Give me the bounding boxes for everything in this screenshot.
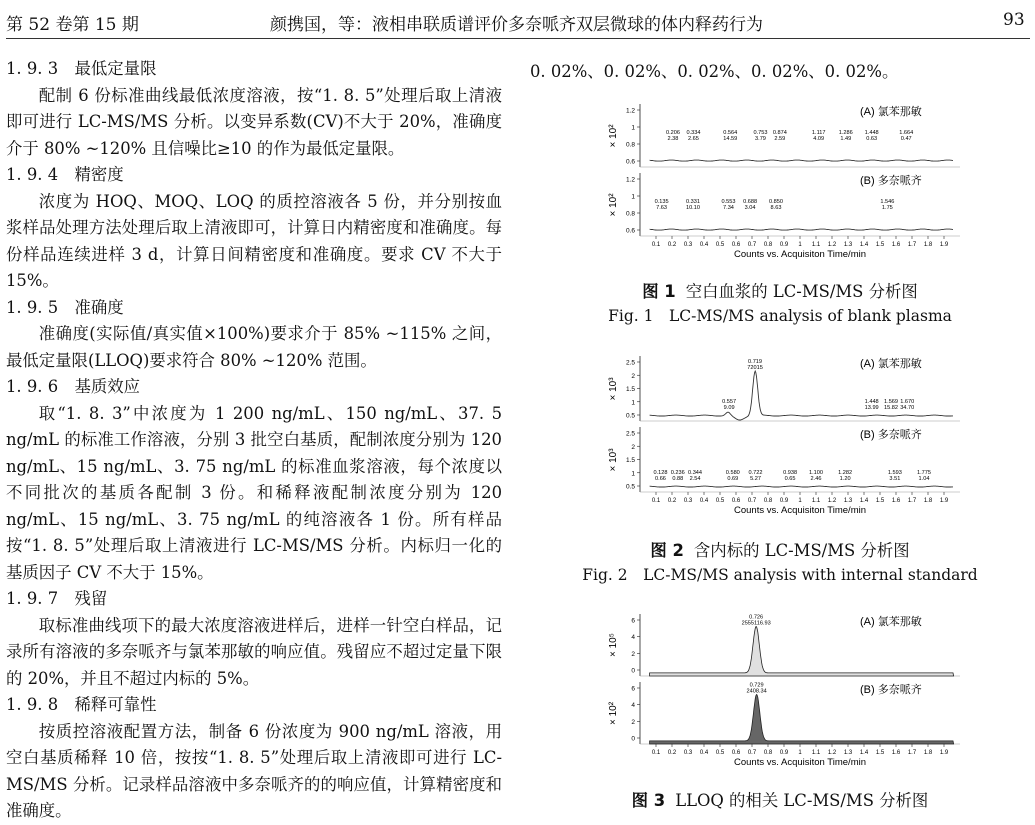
peak-time-label: 1.546 (880, 199, 895, 206)
figure-3-chromatogram (600, 608, 980, 774)
x-tick-label: 1.1 (811, 242, 821, 248)
x-tick-label: 1.7 (907, 498, 917, 504)
peak-area-label: 4.09 (813, 136, 825, 143)
peak-area-label: 34.70 (900, 405, 915, 411)
x-tick-label: 0.5 (715, 498, 725, 504)
y-tick-label: 4 (631, 634, 635, 642)
y-axis-label: × 10² (608, 124, 619, 148)
peak-time-label: 1.448 (864, 399, 879, 405)
x-tick-label: 0.8 (763, 242, 773, 248)
peak-time-label: 1.117 (811, 130, 826, 137)
x-tick-label: 1.9 (939, 750, 949, 756)
peak-time-label: 0.553 (721, 199, 736, 206)
peak-time-label: 1.775 (917, 470, 931, 476)
y-tick-label: 2.5 (625, 430, 635, 438)
panel-label: (A) 氯苯那敏 (860, 358, 922, 370)
x-tick-label: 0.6 (731, 750, 741, 756)
x-tick-label: 0.7 (747, 750, 757, 756)
figure-2-label: 图 2 (650, 541, 684, 560)
y-tick-label: 0.8 (625, 141, 635, 149)
peak-time-label: 0.236 (670, 470, 685, 476)
x-tick-label: 1.8 (923, 242, 933, 248)
x-tick-label: 1 (798, 242, 802, 248)
x-tick-label: 1.7 (907, 242, 917, 248)
paragraph: 准确度(实际值/真实值×100%)要求介于 85% ~115% 之间，最低定量限(LLOQ)要求符合 80% ~120% 范围。 (6, 324, 502, 370)
y-tick-label: 0 (631, 667, 635, 675)
peak-area-label: 2.65 (687, 136, 699, 143)
peak-area-label: 2408.34 (746, 688, 767, 695)
x-tick-label: 0.2 (667, 498, 677, 504)
x-tick-label: 1.4 (859, 242, 869, 248)
x-tick-label: 0.1 (651, 750, 661, 756)
x-tick-label: 0.2 (667, 242, 677, 248)
y-tick-label: 0.8 (625, 210, 635, 218)
peak-fill (650, 627, 954, 676)
peak-time-label: 1.448 (864, 130, 879, 137)
chromatogram-trace (650, 371, 953, 420)
x-tick-label: 0.6 (731, 242, 741, 248)
header-rule (6, 38, 1030, 39)
page-header (0, 0, 1035, 40)
y-tick-label: 4 (631, 702, 635, 710)
paragraph: 取标准曲线项下的最大浓度溶液进样后，进样一针空白样品，记录所有溶液的多奈哌齐与氯苯那敏的响应值。残留应不超过定量下限的 20%，并且不超过内标的 5%。 (6, 615, 502, 688)
x-tick-label: 1 (798, 498, 802, 504)
x-tick-label: 0.7 (747, 498, 757, 504)
peak-time-label: 1.100 (809, 470, 823, 476)
x-tick-label: 1.4 (859, 498, 869, 504)
x-tick-label: 0.8 (763, 498, 773, 504)
continued-text: 0. 02%、0. 02%、0. 02%、0. 02%、0. 02%。 (530, 62, 899, 81)
x-tick-label: 0.5 (715, 242, 725, 248)
chromatogram-panel (608, 104, 960, 167)
y-tick-label: 1.2 (625, 107, 635, 115)
x-tick-label: 0.9 (779, 750, 789, 756)
peak-area-label: 0.69 (727, 476, 739, 482)
figure-2-title: 含内标的 LC-MS/MS 分析图 (693, 541, 910, 560)
left-column (6, 56, 502, 825)
panel-label: (B) 多奈哌齐 (860, 429, 922, 441)
peak-area-label: 14.59 (723, 136, 738, 143)
peak-time-label: 0.719 (748, 359, 763, 366)
figure-1-title: 空白血浆的 LC-MS/MS 分析图 (685, 282, 918, 301)
x-axis-label: Counts vs. Acquisiton Time/min (734, 757, 866, 768)
figure-2-chromatogram (600, 350, 980, 522)
x-tick-label: 1.4 (859, 750, 869, 756)
peak-area-label: 2.46 (810, 476, 822, 482)
figure-1-caption-cn (520, 278, 1035, 302)
x-tick-label: 1 (798, 750, 802, 756)
figure-1-caption-en: Fig. 1 LC-MS/MS analysis of blank plasma (608, 307, 952, 325)
x-tick-label: 1.3 (843, 750, 853, 756)
y-tick-label: 1.2 (625, 176, 635, 184)
figure-1-chromatogram (600, 98, 980, 266)
peak-area-label: 9.09 (723, 405, 735, 411)
y-axis-label: × 10⁵ (608, 633, 619, 657)
x-tick-label: 1.5 (875, 498, 885, 504)
section-heading: 1. 9. 6 基质效应 (6, 377, 141, 396)
y-tick-label: 1 (631, 470, 635, 478)
peak-area-label: 0.47 (900, 136, 912, 143)
peak-area-label: 0.65 (784, 476, 796, 482)
peak-area-label: 13.99 (864, 405, 879, 411)
panel-label: (B) 多奈哌齐 (860, 175, 922, 187)
peak-area-label: 2.54 (689, 476, 701, 482)
x-axis-label: Counts vs. Acquisiton Time/min (734, 505, 866, 516)
panel-label: (A) 氯苯那敏 (860, 616, 922, 628)
peak-time-label: 1.282 (838, 470, 853, 476)
y-tick-label: 6 (631, 617, 635, 625)
peak-time-label: 0.938 (783, 470, 798, 476)
peak-time-label: 1.593 (887, 470, 902, 476)
peak-time-label: 0.128 (653, 470, 668, 476)
peak-area-label: 0.66 (655, 476, 666, 482)
x-tick-label: 0.9 (779, 498, 789, 504)
peak-time-label: 1.664 (899, 130, 914, 137)
section-heading: 1. 9. 3 最低定量限 (6, 59, 157, 78)
x-tick-label: 0.8 (763, 750, 773, 756)
x-tick-label: 1.9 (939, 242, 949, 248)
x-tick-label: 1.2 (827, 242, 837, 248)
running-title: 颜携国，等：液相串联质谱评价多奈哌齐双层微球的体内释药行为 (270, 15, 763, 35)
section-heading: 1. 9. 8 稀释可靠性 (6, 695, 157, 714)
peak-area-label: 10.10 (685, 205, 700, 212)
chromatogram-trace (650, 229, 953, 230)
peak-time-label: 0.726 (749, 614, 764, 621)
peak-time-label: 1.569 (884, 399, 899, 405)
peak-time-label: 1.670 (900, 399, 915, 405)
chromatogram-panel (608, 356, 960, 421)
y-tick-label: 2 (631, 372, 635, 380)
peak-area-label: 8.63 (770, 205, 782, 212)
peak-time-label: 0.206 (665, 130, 680, 137)
x-tick-label: 0.6 (731, 498, 741, 504)
x-tick-label: 1.5 (875, 242, 885, 248)
x-tick-label: 1.2 (827, 498, 837, 504)
y-tick-label: 0.5 (625, 483, 635, 491)
peak-time-label: 0.580 (725, 470, 740, 476)
y-tick-label: 1 (631, 193, 635, 201)
panel-label: (A) 氯苯那敏 (860, 106, 922, 118)
paragraph: 按质控溶液配置方法，制备 6 份浓度为 900 ng/mL 溶液，用空白基质稀释 10 倍，按按“1. 8. 5”处理后取上清液即可进行 LC-MS/MS 分析。记录样品溶液中多奈哌齐的的响应值，计算精密度和准确度。 (6, 721, 502, 820)
x-tick-label: 1.1 (811, 750, 821, 756)
paragraph: 取“1. 8. 3”中浓度为 1 200 ng/mL、150 ng/mL、37. 5 ng/mL 的标准工作溶液，分别 3 批空白基质，配制浓度分别为 120 ng/mL、15 ng/mL、3. 75 ng/mL 的标准血浆溶液，每个浓度以不同批次的基质各配制 3 份。和稀释液配制浓度分别为 120 ng/mL、15 ng/mL、3. 75 ng/mL 的纯溶液各 1 份。所有样品按“1. 8. 5”处理后取上清液进行 LC-MS/MS 分析。内标归一化的基质因子 CV 不大于 15%。 (6, 403, 502, 582)
y-axis-label: × 10² (608, 701, 619, 725)
chromatogram-panel (608, 614, 960, 676)
x-tick-label: 0.3 (683, 498, 693, 504)
x-tick-label: 0.5 (715, 750, 725, 756)
paragraph: 配制 6 份标准曲线最低浓度溶液，按“1. 8. 5”处理后取上清液即可进行 LC-MS/MS 分析。以变异系数(CV)不大于 20%，准确度介于 80% ~120% 且信噪比≥10 的作为最低定量限。 (6, 85, 502, 158)
y-tick-label: 0 (631, 735, 635, 743)
x-tick-label: 0.1 (651, 242, 661, 248)
x-tick-label: 1.1 (811, 498, 821, 504)
x-tick-label: 0.3 (683, 242, 693, 248)
peak-area-label: 1.20 (839, 476, 851, 482)
x-tick-label: 1.5 (875, 750, 885, 756)
peak-time-label: 0.722 (748, 470, 763, 476)
x-tick-label: 0.4 (699, 498, 709, 504)
y-tick-label: 1 (631, 399, 635, 407)
peak-area-label: 2.59 (774, 136, 786, 143)
x-tick-label: 1.6 (891, 750, 901, 756)
chromatogram-trace (650, 486, 953, 487)
x-tick-label: 0.2 (667, 750, 677, 756)
figure-3-title: LLOQ 的相关 LC-MS/MS 分析图 (675, 791, 929, 810)
y-tick-label: 1.5 (625, 457, 635, 464)
peak-area-label: 5.27 (750, 476, 761, 482)
peak-area-label: 0.88 (672, 476, 684, 482)
x-tick-label: 0.7 (747, 242, 757, 248)
chromatogram-trace (650, 160, 953, 161)
peak-fill (650, 695, 954, 745)
y-axis-label: × 10³ (608, 448, 619, 472)
figure-3-label: 图 3 (631, 791, 666, 810)
peak-area-label: 2555116.93 (741, 620, 771, 627)
x-tick-label: 1.6 (891, 242, 901, 248)
x-tick-label: 1.3 (843, 498, 853, 504)
y-axis-label: × 10² (608, 193, 619, 217)
peak-time-label: 0.753 (753, 130, 768, 137)
peak-time-label: 1.286 (838, 130, 853, 137)
figure-2-caption-cn (520, 537, 1035, 561)
y-tick-label: 1 (631, 124, 635, 132)
y-tick-label: 2 (631, 718, 635, 726)
x-tick-label: 0.3 (683, 750, 693, 756)
chromatogram-panel (608, 173, 960, 236)
peak-time-label: 0.564 (723, 130, 738, 137)
x-axis-label: Counts vs. Acquisiton Time/min (734, 249, 866, 260)
figure-2-caption-en: Fig. 2 LC-MS/MS analysis with internal standard (582, 566, 978, 584)
x-tick-label: 1.9 (939, 498, 949, 504)
peak-area-label: 15.82 (884, 405, 899, 411)
peak-time-label: 0.331 (685, 199, 700, 206)
peak-time-label: 0.334 (686, 130, 701, 137)
y-tick-label: 0.5 (625, 412, 635, 420)
peak-time-label: 0.557 (722, 399, 737, 405)
y-tick-label: 2.5 (625, 359, 635, 367)
peak-area-label: 3.79 (755, 136, 766, 143)
paragraph: 浓度为 HOQ、MOQ、LOQ 的质控溶液各 5 份，并分别按血浆样品处理方法处理后取上清液即可，计算日内精密度和准确度。每份样品连续进样 3 d，计算日间精密度和准确度。要求 CV 不大于 15%。 (6, 191, 502, 290)
chromatogram-panel (608, 427, 960, 492)
peak-time-label: 0.850 (769, 199, 783, 206)
peak-area-label: 3.51 (889, 476, 901, 482)
peak-time-label: 0.135 (654, 199, 669, 206)
peak-area-label: 1.75 (881, 205, 893, 212)
page-number: 93 (1003, 10, 1025, 30)
section-heading: 1. 9. 5 准确度 (6, 297, 124, 317)
x-tick-label: 1.2 (827, 750, 837, 756)
y-tick-label: 2 (631, 443, 635, 451)
peak-area-label: 2.38 (667, 136, 679, 143)
y-axis-label: × 10³ (608, 377, 619, 401)
x-tick-label: 1.6 (891, 498, 901, 504)
panel-label: (B) 多奈哌齐 (860, 684, 922, 696)
y-tick-label: 6 (631, 685, 635, 693)
y-tick-label: 1.5 (625, 386, 635, 393)
peak-area-label: 0.63 (866, 136, 878, 143)
figure-3-caption-cn (520, 787, 1035, 811)
chromatogram-panel (608, 682, 960, 744)
peak-area-label: 1.49 (840, 136, 852, 143)
y-tick-label: 2 (631, 650, 635, 658)
x-tick-label: 0.4 (699, 242, 709, 248)
peak-time-label: 0.344 (688, 470, 703, 476)
x-tick-label: 1.3 (843, 242, 853, 248)
journal-issue: 第 52 卷第 15 期 (6, 15, 139, 35)
peak-area-label: 7.34 (723, 205, 734, 212)
x-tick-label: 1.8 (923, 750, 933, 756)
peak-area-label: 7.63 (656, 205, 668, 212)
peak-area-label: 1.04 (918, 476, 930, 482)
x-tick-label: 0.1 (651, 498, 661, 504)
peak-time-label: 0.729 (749, 682, 764, 689)
peak-time-label: 0.688 (743, 199, 758, 206)
x-tick-label: 0.9 (779, 242, 789, 248)
section-heading: 1. 9. 4 精密度 (6, 165, 124, 184)
figure-1-label: 图 1 (642, 282, 676, 301)
y-tick-label: 0.6 (625, 158, 635, 166)
peak-area-label: 3.04 (744, 205, 756, 212)
x-tick-label: 0.4 (699, 750, 709, 756)
y-tick-label: 0.6 (625, 227, 635, 235)
section-heading: 1. 9. 7 残留 (6, 589, 108, 608)
x-tick-label: 1.8 (923, 498, 933, 504)
peak-time-label: 0.874 (772, 130, 787, 137)
peak-area-label: 72015 (747, 365, 763, 372)
x-tick-label: 1.7 (907, 750, 917, 756)
